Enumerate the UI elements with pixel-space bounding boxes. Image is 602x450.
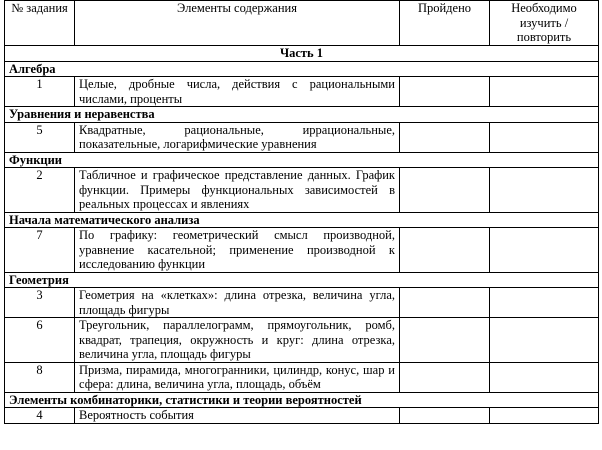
done-cell[interactable] (400, 228, 490, 273)
section-title: Функции (5, 152, 599, 168)
part-title: Часть 1 (5, 45, 599, 61)
done-cell[interactable] (400, 318, 490, 363)
review-cell[interactable] (490, 408, 599, 424)
review-cell[interactable] (490, 228, 599, 273)
done-cell[interactable] (400, 168, 490, 213)
content-element: Квадратные, рациональные, иррациональные, показательные, логарифмические уравнения (75, 122, 400, 152)
done-cell[interactable] (400, 122, 490, 152)
content-element: Призма, пирамида, многогранники, цилиндр, конус, шар и сфера: длина, величина угла, площадь, объём (75, 362, 400, 392)
section-title: Элементы комбинаторики, статистики и теории вероятностей (5, 392, 599, 408)
task-number: 8 (5, 362, 75, 392)
header-review: Необходимо изучить / повторить (490, 1, 599, 46)
table-row (5, 288, 599, 318)
table-row (5, 408, 599, 424)
task-number: 7 (5, 228, 75, 273)
task-number: 2 (5, 168, 75, 213)
task-number: 6 (5, 318, 75, 363)
section-title: Уравнения и неравенства (5, 107, 599, 123)
review-cell[interactable] (490, 122, 599, 152)
header-content: Элементы содержания (75, 1, 400, 46)
review-cell[interactable] (490, 288, 599, 318)
section-title: Алгебра (5, 61, 599, 77)
done-cell[interactable] (400, 408, 490, 424)
content-element: Целые, дробные числа, действия с рациональными числами, проценты (75, 77, 400, 107)
table-row (5, 362, 599, 392)
part-row (5, 45, 599, 61)
task-number: 5 (5, 122, 75, 152)
section-title: Начала математического анализа (5, 212, 599, 228)
section-row (5, 61, 599, 77)
table-row (5, 77, 599, 107)
section-row (5, 392, 599, 408)
done-cell[interactable] (400, 77, 490, 107)
task-number: 4 (5, 408, 75, 424)
section-row (5, 152, 599, 168)
content-element: Треугольник, параллелограмм, прямоугольник, ромб, квадрат, трапеция, окружность и круг: длина отрезка, величина угла, площадь фигуры (75, 318, 400, 363)
header-num: № задания (5, 1, 75, 46)
table-body (5, 45, 599, 423)
done-cell[interactable] (400, 288, 490, 318)
section-title: Геометрия (5, 272, 599, 288)
content-element: Вероятность события (75, 408, 400, 424)
task-number: 3 (5, 288, 75, 318)
content-element: По графику: геометрический смысл производной, уравнение касательной; применение производной к исследованию функции (75, 228, 400, 273)
header-done: Пройдено (400, 1, 490, 46)
table-row (5, 228, 599, 273)
section-row (5, 107, 599, 123)
table-row (5, 318, 599, 363)
review-cell[interactable] (490, 362, 599, 392)
content-element: Геометрия на «клетках»: длина отрезка, величина угла, площадь фигуры (75, 288, 400, 318)
done-cell[interactable] (400, 362, 490, 392)
table-row (5, 168, 599, 213)
content-element: Табличное и графическое представление данных. График функции. Примеры функциональных зависимостей в реальных процессах и явлениях (75, 168, 400, 213)
review-cell[interactable] (490, 318, 599, 363)
section-row (5, 272, 599, 288)
header-row (5, 1, 599, 46)
review-cell[interactable] (490, 77, 599, 107)
task-number: 1 (5, 77, 75, 107)
topics-table (4, 0, 599, 424)
review-cell[interactable] (490, 168, 599, 213)
section-row (5, 212, 599, 228)
table-row (5, 122, 599, 152)
